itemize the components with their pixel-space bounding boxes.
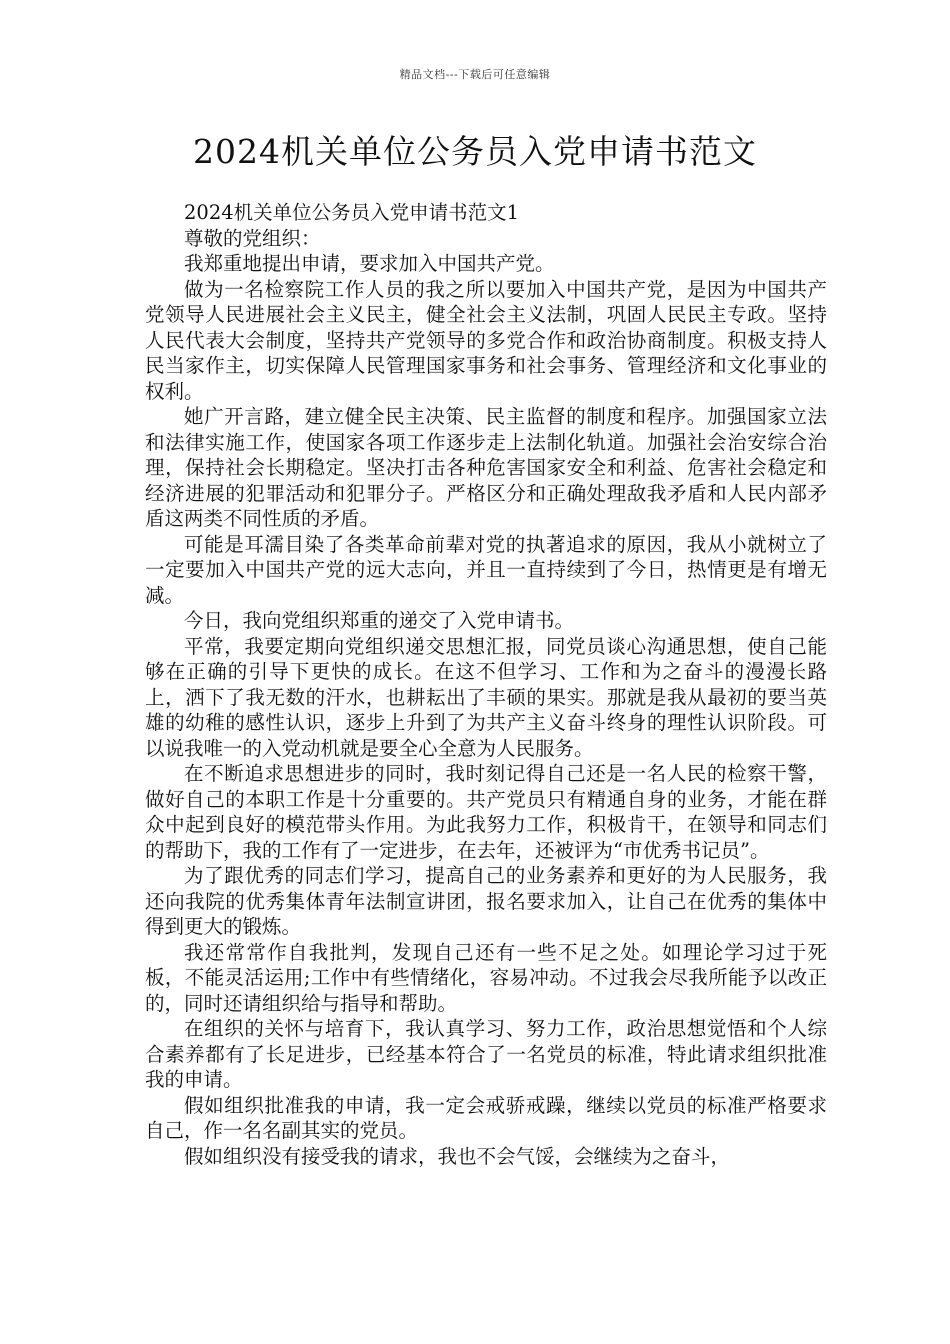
document-title: 2024机关单位公务员入党申请书范文: [193, 132, 757, 171]
paragraph: 可能是耳濡目染了各类革命前辈对党的执著追求的原因，我从小就树立了一定要加入中国共产党的远大志向，并且一直持续到了今日，热情更是有增无减。: [145, 532, 827, 607]
paragraph-subtitle: 2024机关单位公务员入党申请书范文1: [184, 201, 520, 224]
paragraph-salutation: 尊敬的党组织：: [184, 226, 321, 250]
paragraph: 平常，我要定期向党组织递交思想汇报，同党员谈心沟通思想，使自己能够在正确的引导下更快的成长。在这不但学习、工作和为之奋斗的漫漫长路上，洒下了我无数的汗水，也耕耘出了丰硕的果实。那就是我从最初的要当英雄的幼稚的感性认识，逐步上升到了为共产主义奋斗终身的理性认识阶段。可以说我唯一的入党动机就是要全心全意为人民服务。: [145, 634, 827, 760]
paragraph: 她广开言路，建立健全民主决策、民主监督的制度和程序。加强国家立法和法律实施工作，使国家各项工作逐步走上法制化轨道。加强社会治安综合治理，保持社会长期稳定。坚决打击各种危害国家安全和利益、危害社会稳定和经济进展的犯罪活动和犯罪分子。严格区分和正确处理敌我矛盾和人民内部矛盾这两类不同性质的矛盾。: [145, 405, 827, 530]
document-body: [145, 200, 827, 1169]
paragraph: 假如组织批准我的申请，我一定会戒骄戒躁，继续以党员的标准严格要求自己，作一名名副其实的党员。: [145, 1093, 827, 1142]
paragraph: 在组织的关怀与培育下，我认真学习、努力工作，政治思想觉悟和个人综合素养都有了长足进步，已经基本符合了一名党员的标准，特此请求组织批准我的申请。: [145, 1017, 827, 1091]
paragraph: 在不断追求思想进步的同时，我时刻记得自己还是一名人民的检察干警，做好自己的本职工作是十分重要的。共产党员只有精通自身的业务，才能在群众中起到良好的模范带头作用。为此我努力工作，积极肯干，在领导和同志们的帮助下，我的工作有了一定进步，在去年，还被评为“市优秀书记员”。: [145, 762, 827, 862]
paragraph: 假如组织没有接受我的请求，我也不会气馁，会继续为之奋斗，: [184, 1144, 731, 1168]
paragraph: 今日，我向党组织郑重的递交了入党申请书。: [184, 609, 575, 632]
paragraph: 为了跟优秀的同志们学习，提高自己的业务素养和更好的为人民服务，我还向我院的优秀集体青年法制宣讲团，报名要求加入，让自己在优秀的集体中得到更大的锻炼。: [145, 864, 827, 938]
header-note: 精品文档---下载后可任意编辑: [399, 68, 551, 81]
paragraph: 我郑重地提出申请，要求加入中国共产党。: [184, 252, 555, 275]
paragraph: 做为一名检察院工作人员的我之所以要加入中国共产党，是因为中国共产党领导人民进展社会主义民主，健全社会主义法制，巩固人民民主专政。坚持人民代表大会制度，坚持共产党领导的多党合作和政治协商制度。积极支持人民当家作主，切实保障人民管理国家事务和社会事务、管理经济和文化事业的权利。: [145, 277, 827, 403]
paragraph: 我还常常作自我批判，发现自己还有一些不足之处。如理论学习过于死板，不能灵活运用;工作中有些情绪化，容易冲动。不过我会尽我所能予以改正的，同时还请组织给与指导和帮助。: [145, 940, 827, 1015]
